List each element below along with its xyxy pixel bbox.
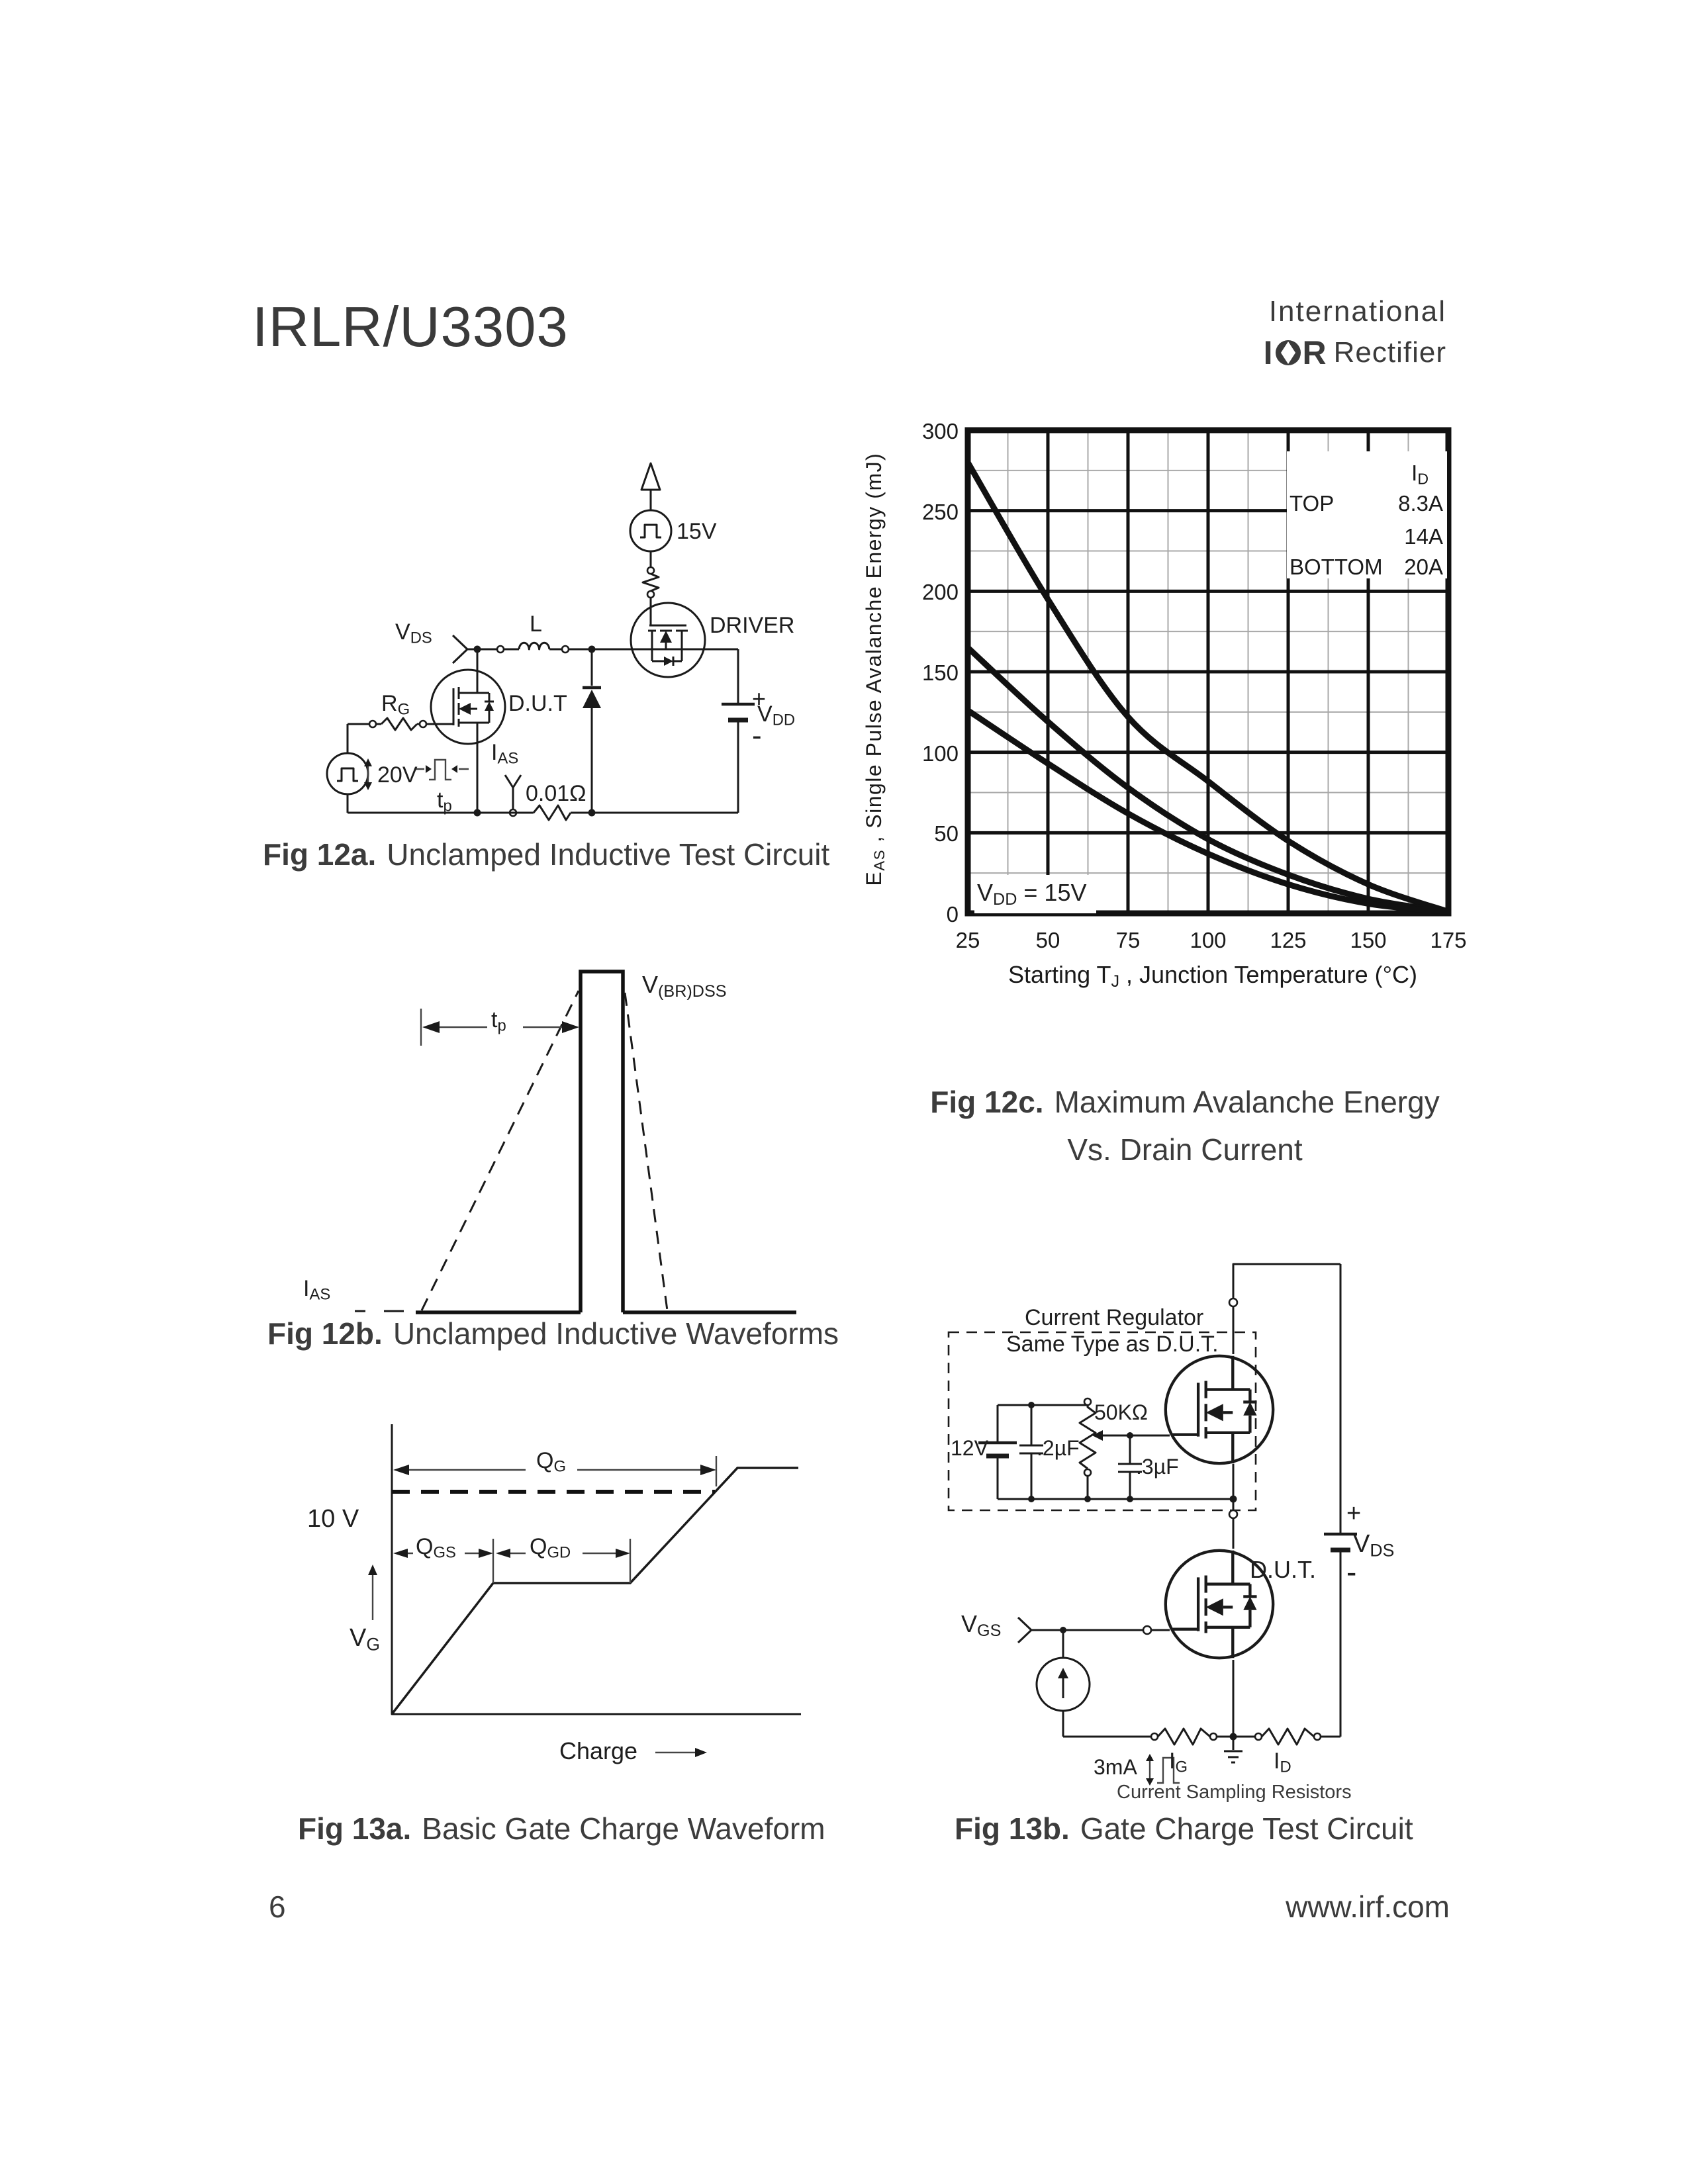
chart-x-axis-title: Starting $T_J$ , Junction Temperature (°C) [1008, 961, 1417, 991]
label-vg: $V_G$ [350, 1624, 381, 1655]
website-url: www.irf.com [1286, 1889, 1450, 1924]
label-current-sampling-resistors: Current Sampling Resistors [1117, 1782, 1352, 1803]
x-tick-label: 100 [1190, 928, 1227, 952]
logo-international: International [1268, 295, 1446, 328]
label-vbrdss: $V_{(BR)DSS}$ [642, 971, 727, 1001]
label-vds-13b: $V_{DS}$ [1353, 1530, 1395, 1561]
label-minus: - [752, 719, 762, 752]
label-plus-13b: + [1346, 1500, 1362, 1527]
label-id: $I_D$ [1274, 1749, 1291, 1776]
legend-bottom-value: 20A [1404, 555, 1443, 579]
x-tick-label: 25 [955, 928, 980, 952]
label-50kohm: 50KΩ [1094, 1400, 1148, 1424]
y-tick-label: 200 [921, 580, 959, 605]
label-15v: 15V [677, 519, 717, 544]
label-current-regulator: Current Regulator [1025, 1305, 1204, 1330]
label-rg: $R_G$ [381, 691, 410, 719]
label-charge: Charge [559, 1737, 638, 1764]
label-tp-width: $t_p$ [491, 1007, 506, 1035]
label-qg: $Q_G$ [536, 1448, 566, 1476]
page-number: 6 [269, 1889, 286, 1924]
x-tick-label: 125 [1270, 928, 1307, 952]
y-tick-label: 150 [921, 660, 959, 685]
x-tick-label: 75 [1115, 928, 1141, 952]
label-12v: 12V [951, 1436, 988, 1460]
regulator-mosfet-symbol [1166, 1356, 1273, 1463]
x-tick-label: 50 [1035, 928, 1060, 952]
legend-mid-value: 14A [1404, 524, 1443, 549]
label-qgs: $Q_{GS}$ [416, 1534, 456, 1562]
label-ig: $I_G$ [1169, 1749, 1188, 1776]
part-number-title: IRLR/U3303 [252, 296, 569, 359]
fig-12c-caption-line2: Vs. Drain Current [1067, 1132, 1303, 1167]
y-tick-label: 50 [934, 821, 959, 846]
logo-rectifier: Rectifier [1333, 336, 1446, 369]
fig-13b-caption: Fig 13b. Gate Charge Test Circuit [955, 1811, 1413, 1846]
legend-top-label: TOP [1289, 491, 1335, 516]
label-ias: $I_{AS}$ [491, 740, 519, 768]
legend-top-value: 8.3A [1398, 491, 1443, 516]
label-plus: + [752, 685, 767, 712]
y-tick-label: 100 [921, 741, 959, 766]
label-02uf: .2µF [1037, 1436, 1080, 1460]
legend-bottom-label: BOTTOM [1289, 555, 1383, 579]
y-tick-label: 250 [921, 499, 959, 524]
label-03uf: .3µF [1136, 1455, 1179, 1479]
label-qgd: $Q_{GD}$ [530, 1534, 571, 1562]
label-vdd: $V_{DD}$ [757, 702, 796, 729]
label-same-type: Same Type as D.U.T. [1006, 1332, 1219, 1357]
label-dut-13b: D.U.T. [1250, 1556, 1317, 1583]
label-inductor-l: L [530, 612, 542, 637]
chart-vdd-note: $V_{DD} = 15V$ [974, 875, 1096, 913]
label-vgs: $V_{GS}$ [961, 1610, 1002, 1641]
label-001ohm: 0.01Ω [526, 781, 586, 806]
x-tick-label: 150 [1350, 928, 1387, 952]
label-3ma: 3mA [1094, 1755, 1137, 1779]
label-20v: 20V [377, 762, 418, 788]
chart-y-axis-title: $E_{AS}$ , Single Pulse Avalanche Energy (mJ) [861, 452, 888, 886]
fig-12c-caption-line1: Fig 12c. Maximum Avalanche Energy [930, 1085, 1440, 1119]
y-tick-label: 0 [946, 902, 959, 927]
label-ias-level: $I_{AS}$ [303, 1276, 331, 1304]
fig-12a-caption: Fig 12a. Unclamped Inductive Test Circuit [263, 837, 830, 872]
label-driver: DRIVER [710, 613, 795, 638]
x-tick-label: 175 [1430, 928, 1467, 952]
label-10v: 10 V [307, 1505, 359, 1533]
logo-ior-mark: I R [1263, 334, 1327, 371]
label-vds: $V_{DS}$ [395, 619, 432, 647]
label-tp: $t_p$ [437, 788, 452, 815]
fig-12b-caption: Fig 12b. Unclamped Inductive Waveforms [267, 1316, 839, 1351]
label-minus-13b: - [1346, 1555, 1357, 1589]
legend-id-header: $I_D$ [1411, 461, 1429, 488]
fig-13a-caption: Fig 13a. Basic Gate Charge Waveform [298, 1811, 825, 1846]
y-tick-label: 300 [921, 419, 959, 443]
label-dut: D.U.T [508, 691, 567, 716]
